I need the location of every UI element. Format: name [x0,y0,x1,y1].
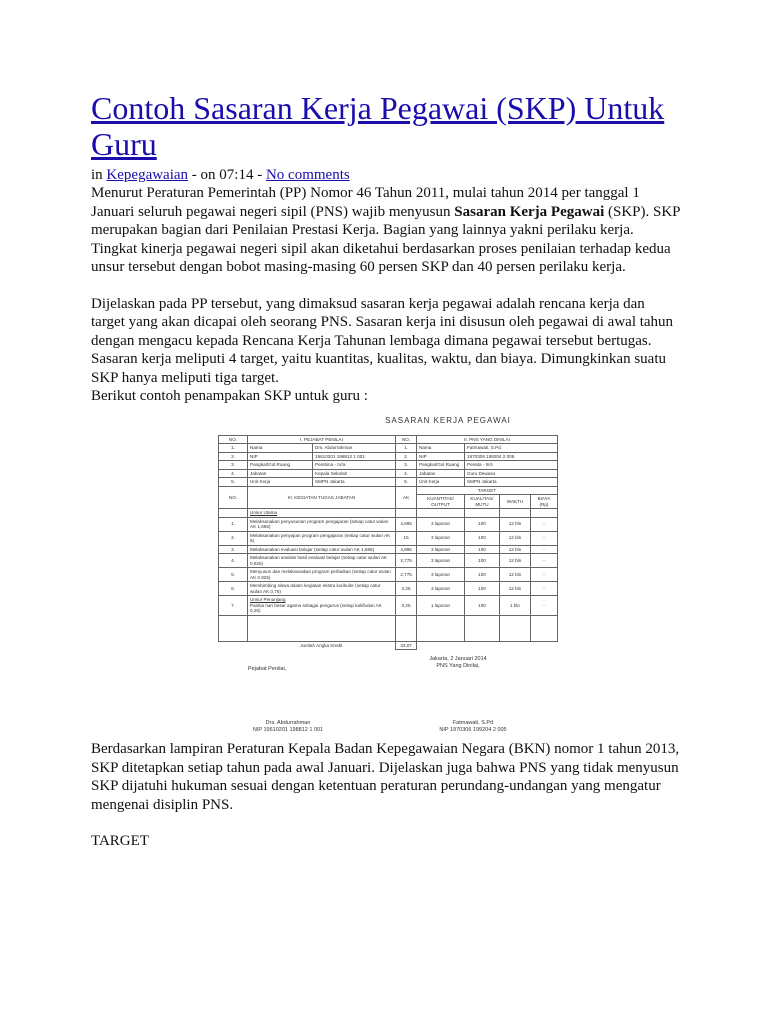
paragraph-2: Dijelaskan pada PP tersebut, yang dimaksud sasaran kerja pegawai adalah rencana kerja dan target yang akan dicapai oleh seorang PNS. Sasaran kerja ini disusun oleh pegawai di awal tahun dengan mengacu kepada Rencana Kerja Tahunan lembaga dimana pegawai tersebut bertugas. Sasaran kerja meliputi 4 target, yaitu kuantitas, kualitas, waktu, dan biaya. Dimungkinkan suatu SKP hanya meliputi tiga target. [91,295,674,386]
post-meta [91,166,681,184]
comments-link[interactable]: No comments [265,167,350,183]
post-title[interactable]: Contoh Sasaran Kerja Pegawai (SKP) Untuk Guru [91,90,665,162]
table-row: 4. Jabatan Kepala Sekolah 4. Jabatan Guru Dewasa [219,469,558,478]
table-row: 1. Nama Drs. Abdurrahman 1. Nama Fatmawati, S.Pd. [219,444,558,453]
meta-in: in [91,167,103,183]
meta-time: - on 07:14 - [191,167,263,183]
paragraph-5: TARGET [91,833,149,849]
table-row: NO. I. PEJABAT PENILAI NO. II. PNS YANG DINILAI [219,435,558,444]
table-row: NO. III. KEGIATAN TUGAS JABATAN AK TARGET [219,486,558,495]
table-row: 2. Melaksanakan penyajian program pengajaran (setiap catur wulan AK 5) 15 3 laporan 100 12 bln - [219,531,558,545]
table-row: Jumlah Angka Kredit 33,07 [219,641,558,650]
table-row: 3. Pangkat/Gol.Ruang Pembina - IV/a 3. Pangkat/Gol.Ruang Penata - III/c [219,461,558,470]
table-row: 1. Melaksanakan penyusunan program pengajaran (setiap catur wulan AK 1,665) 4,995 3 laporan 100 12 bln - [219,517,558,531]
paragraph-4: Berdasarkan lampiran Peraturan Kepala Badan Kepegawaian Negara (BKN) nomor 1 tahun 2013, SKP ditetapkan setiap tahun pada awal Januari. Dijelaskan juga bahwa PNS yang tidak menyusun SKP dijatuhi hukuman sesuai dengan ketentuan peraturan perundang-undangan yang mengatur mengenai disiplin PNS. [91,741,680,813]
table-row: 2. NIP 19610201 198812 1 001 2. NIP 1970306 199204 2 005 [219,452,558,461]
table-row [219,615,558,641]
signature-block: Pejabat Penilai, Jakarta, 2 Januari 2014 PNS Yang Dinilai, Drs. Abdurrahman NIP 19610201 198812 1 001 Fatmawati, S.Pd NIP 1970306 199204 2 005 [248,656,507,733]
table-row: 7. Unsur Penunjang Panitia hari besar agama sebagai pengurus (setiap kali/bulan AK 0,25) 0,25 1 laporan 100 1 bln - [219,596,558,616]
paragraph-1: Menurut Peraturan Pemerintah (PP) Nomor 46 Tahun 2011, mulai tahun 2014 per tanggal 1 Januari seluruh pegawai negeri sipil (PNS) wajib menyusun Sasaran Kerja Pegawai (SKP). SKP merupakan bagian dari Penilaian Prestasi Kerja. Bagian yang lainnya yakni perilaku kerja. Tingkat kinerja pegawai negeri sipil akan diketahui berdasarkan proses penilaian terhadap kedua unsur tersebut dengan bobot masing-masing 60 persen SKP dan 40 persen perilaku kerja. [91,185,680,275]
table-row: Unsur Utama [219,509,558,518]
skp-table [218,435,558,651]
skp-document-image [218,416,698,741]
skp-title: SASARAN KERJA PEGAWAI [385,415,511,425]
paragraph-3: Berikut contoh penampakan SKP untuk guru : [91,388,368,404]
bold-term: Sasaran Kerja Pegawai [454,203,605,220]
table-row: 4. Melaksanakan analisis hasil evaluasi belajar (setiap catur wulan AK 0,925) 2,775 3 laporan 100 12 bln - [219,554,558,568]
blog-post [91,90,681,851]
table-row: 5. Menyusun dan melaksanakan program perbaikan (setiap catur wulan AK 0,925) 2,775 3 laporan 100 12 bln - [219,568,558,582]
table-row: 6. Membimbing siswa dalam kegiatan ekstra kurikuler (setiap catur wulan AK 0,76) 2,28 3 laporan 100 12 bln - [219,582,558,596]
category-link[interactable]: Kepegawaian [106,167,189,183]
table-row: KUANTITAS/ OUTPUT KUALITAS/ MUTU WAKTU BIAYA (Rp) [219,495,558,509]
table-row: 5. Unit Kerja SMPN Jakarta 5. Unit Kerja SMPN Jakarta [219,478,558,487]
table-row: 3. Melaksanakan evaluasi belajar (setiap catur wulan AK 1,665) 4,995 3 laporan 100 12 bln - [219,545,558,554]
